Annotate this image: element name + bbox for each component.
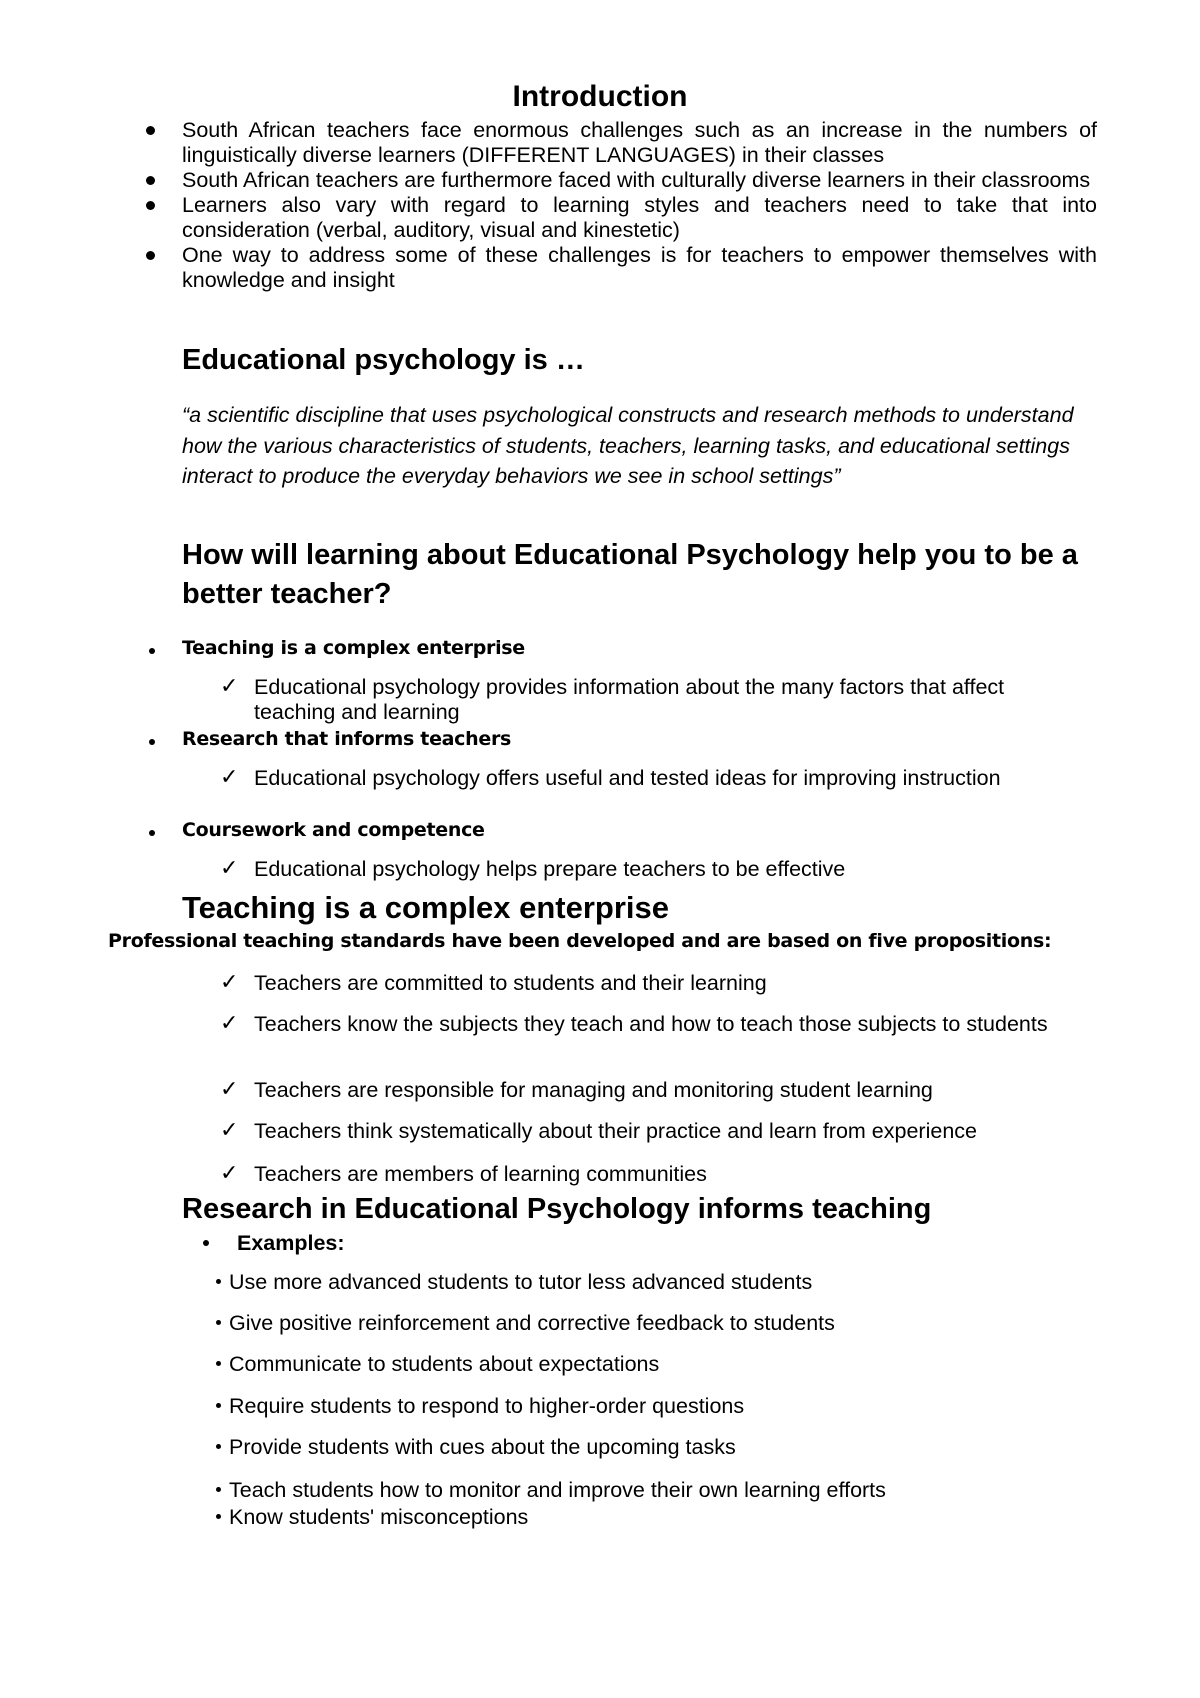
- example-text: Communicate to students about expectations: [229, 1352, 660, 1376]
- page-title: Introduction: [512, 80, 688, 113]
- example-item: [216, 1311, 835, 1336]
- check-icon: ✓: [220, 674, 239, 699]
- examples-label: Examples:: [237, 1231, 345, 1255]
- help-heading: How will learning about Educational Psychology help you to be a better teacher?: [182, 539, 1078, 610]
- help-item-label: Research that informs teachers: [182, 728, 512, 750]
- help-item-detail: Educational psychology helps prepare teachers to be effective: [254, 857, 846, 881]
- example-text: Require students to respond to higher-order questions: [229, 1394, 745, 1418]
- intro-bullet-list: [142, 118, 1097, 293]
- bullet-dot: [203, 1240, 209, 1246]
- proposition-item: Teachers are members of learning communities: [254, 1162, 707, 1186]
- check-icon: ✓: [220, 1118, 239, 1143]
- check-icon: ✓: [220, 765, 239, 790]
- example-item: [216, 1505, 528, 1530]
- definition-heading: Educational psychology is …: [182, 344, 585, 376]
- check-icon: ✓: [220, 970, 239, 995]
- complex-heading: Teaching is a complex enterprise: [182, 890, 669, 925]
- bullet-dot: [216, 1444, 221, 1449]
- help-item-label: Coursework and competence: [182, 819, 485, 841]
- proposition-item: Teachers think systematically about their practice and learn from experience: [254, 1119, 977, 1143]
- bullet-dot: [216, 1514, 221, 1519]
- example-item: [216, 1394, 744, 1419]
- intro-bullet: Learners also vary with regard to learning styles and teachers need to take that into consideration (verbal, auditory, visual and kinestetic): [142, 193, 1097, 243]
- intro-bullet: One way to address some of these challenges is for teachers to empower themselves with knowledge and insight: [142, 243, 1097, 293]
- intro-bullet: South African teachers face enormous challenges such as an increase in the numbers of linguistically diverse learners (DIFFERENT LANGUAGES) in their classes: [142, 118, 1097, 168]
- bullet-dot: [149, 739, 155, 745]
- example-item: [216, 1352, 659, 1377]
- check-icon: ✓: [220, 856, 239, 881]
- bullet-dot: [216, 1279, 221, 1284]
- definition-quote: “a scientific discipline that uses psychological constructs and research methods to understand how the various characteristics of students, teachers, learning tasks, and educational settings interact to produce the everyday behaviors we see in school settings”: [182, 403, 1074, 488]
- proposition-item: Teachers are responsible for managing and monitoring student learning: [254, 1078, 933, 1102]
- bullet-dot: [216, 1403, 221, 1408]
- check-icon: ✓: [220, 1077, 239, 1102]
- bullet-dot: [216, 1320, 221, 1325]
- complex-subheading: Professional teaching standards have been developed and are based on five propositions:: [108, 930, 1052, 952]
- proposition-item: Teachers are committed to students and their learning: [254, 971, 767, 995]
- research-heading: Research in Educational Psychology informs teaching: [182, 1193, 932, 1225]
- bullet-dot: [216, 1361, 221, 1366]
- example-text: Provide students with cues about the upcoming tasks: [229, 1435, 736, 1459]
- proposition-item: Teachers know the subjects they teach and how to teach those subjects to students: [254, 1012, 1048, 1036]
- bullet-dot: [149, 648, 155, 654]
- bullet-dot: [216, 1487, 221, 1492]
- check-icon: ✓: [220, 1161, 239, 1186]
- bullet-dot: [149, 830, 155, 836]
- example-item: [216, 1478, 886, 1503]
- example-text: Know students' misconceptions: [229, 1505, 529, 1529]
- help-item-label: Teaching is a complex enterprise: [182, 637, 525, 659]
- example-text: Teach students how to monitor and improve their own learning efforts: [229, 1478, 886, 1502]
- help-item-detail: Educational psychology offers useful and tested ideas for improving instruction: [254, 766, 1001, 790]
- example-item: [216, 1435, 736, 1460]
- example-text: Give positive reinforcement and corrective feedback to students: [229, 1311, 835, 1335]
- check-icon: ✓: [220, 1011, 239, 1036]
- example-item: [216, 1270, 812, 1295]
- example-text: Use more advanced students to tutor less advanced students: [229, 1270, 813, 1294]
- help-item-detail: Educational psychology provides information about the many factors that affect teaching and learning: [254, 675, 1005, 724]
- intro-bullet: South African teachers are furthermore faced with culturally diverse learners in their classrooms: [142, 168, 1097, 193]
